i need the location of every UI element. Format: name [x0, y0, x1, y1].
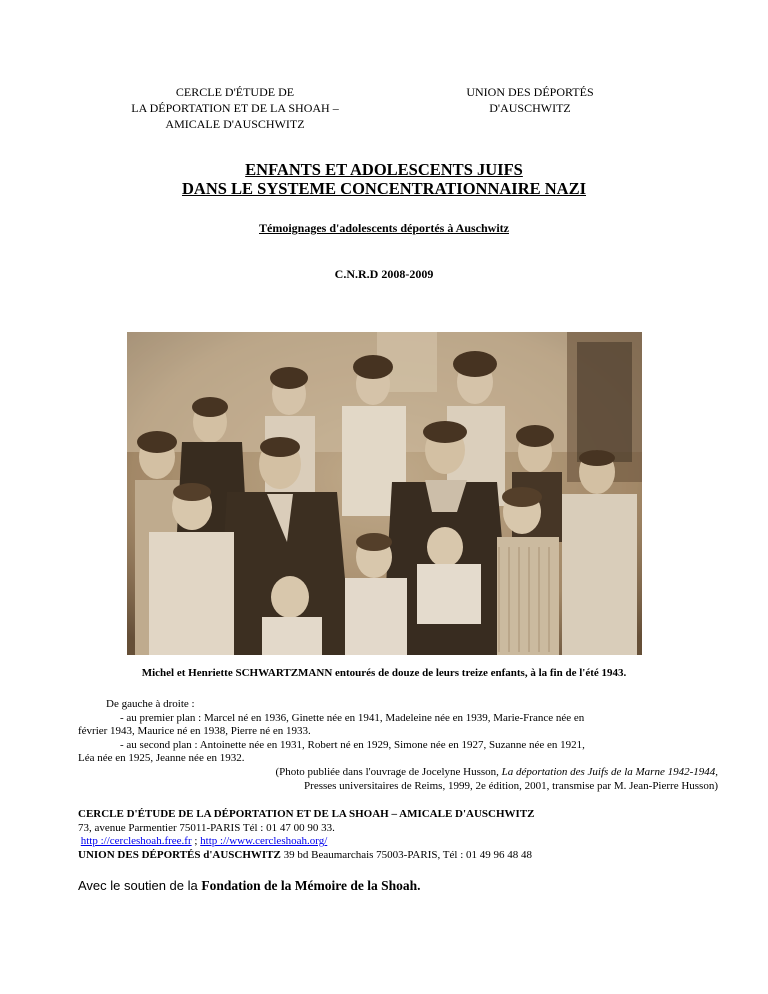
title-line-2: DANS LE SYSTEME CONCENTRATIONNAIRE NAZI	[181, 179, 587, 198]
cercle-name: CERCLE D'ÉTUDE DE LA DÉPORTATION ET DE LA SHOAH – AMICALE D'AUSCHWITZ	[78, 808, 535, 820]
description-intro: De gauche à droite :	[106, 698, 195, 710]
header-left-line-1: CERCLE D'ÉTUDE DE	[175, 85, 295, 99]
link-separator: ;	[191, 835, 201, 848]
family-photograph	[127, 332, 642, 655]
photo-credit-line-2: Presses universitaires de Reims, 1999, 2e édition, 2001, transmise par M. Jean-Pierre Husson)	[304, 779, 718, 792]
header-left-organization	[95, 84, 375, 132]
header-right-line-2: D'AUSCHWITZ	[489, 101, 571, 115]
cercle-address: 73, avenue Parmentier 75011-PARIS Tél : 01 47 00 90 33.	[78, 821, 335, 834]
union-name: UNION DES DÉPORTÉS d'AUSCHWITZ	[78, 848, 281, 861]
book-title: La déportation des Juifs de la Marne 1942-1944	[501, 765, 716, 778]
support-prefix: Avec le soutien de la	[78, 878, 202, 893]
cercle-link-org[interactable]: http ://www.cercleshoah.org/	[200, 835, 328, 848]
header-right-organization	[430, 84, 630, 116]
header-left-line-2: LA DÉPORTATION ET DE LA SHOAH –	[131, 101, 339, 115]
photo-credit-text: (Photo publiée dans l'ouvrage de Jocelyne Husson,	[275, 765, 502, 778]
description-second-plan-line-2: Léa née en 1925, Jeanne née en 1932.	[78, 752, 245, 765]
organizations-block	[78, 808, 718, 862]
document-title	[0, 160, 768, 198]
description-first-plan-line-2: février 1943, Maurice né en 1938, Pierre né en 1933.	[78, 725, 311, 738]
support-foundation: Fondation de la Mémoire de la Shoah.	[201, 878, 421, 893]
document-subtitle: Témoignages d'adolescents déportés à Auschwitz	[259, 221, 509, 235]
photo-description	[78, 698, 718, 793]
header-right-line-1: UNION DES DÉPORTÉS	[466, 85, 594, 99]
header-left-line-3: AMICALE D'AUSCHWITZ	[165, 117, 305, 131]
photo-caption: Michel et Henriette SCHWARTZMANN entourés de douze de leurs treize enfants, à la fin de l'été 1943.	[141, 667, 627, 679]
photo-credit-comma: ,	[715, 765, 718, 778]
union-address: 39 bd Beaumarchais 75003-PARIS, Tél : 01 49 96 48 48	[280, 848, 533, 861]
support-line	[78, 878, 718, 894]
description-second-plan-line-1: - au second plan : Antoinette née en 1931, Robert né en 1929, Simone née en 1927, Suzanne née en 1921,	[120, 738, 585, 751]
photo-credit-line-1	[78, 766, 718, 780]
cnrd-label: C.N.R.D 2008-2009	[334, 267, 434, 281]
cercle-link-free[interactable]: http ://cercleshoah.free.fr	[80, 835, 192, 848]
family-photo-illustration	[127, 332, 642, 655]
links-line	[78, 835, 718, 849]
description-first-plan-line-1: - au premier plan : Marcel né en 1936, Ginette née en 1941, Madeleine née en 1939, Marie-France née en	[120, 711, 585, 724]
union-line	[78, 849, 718, 863]
title-line-1: ENFANTS ET ADOLESCENTS JUIFS	[245, 160, 523, 179]
